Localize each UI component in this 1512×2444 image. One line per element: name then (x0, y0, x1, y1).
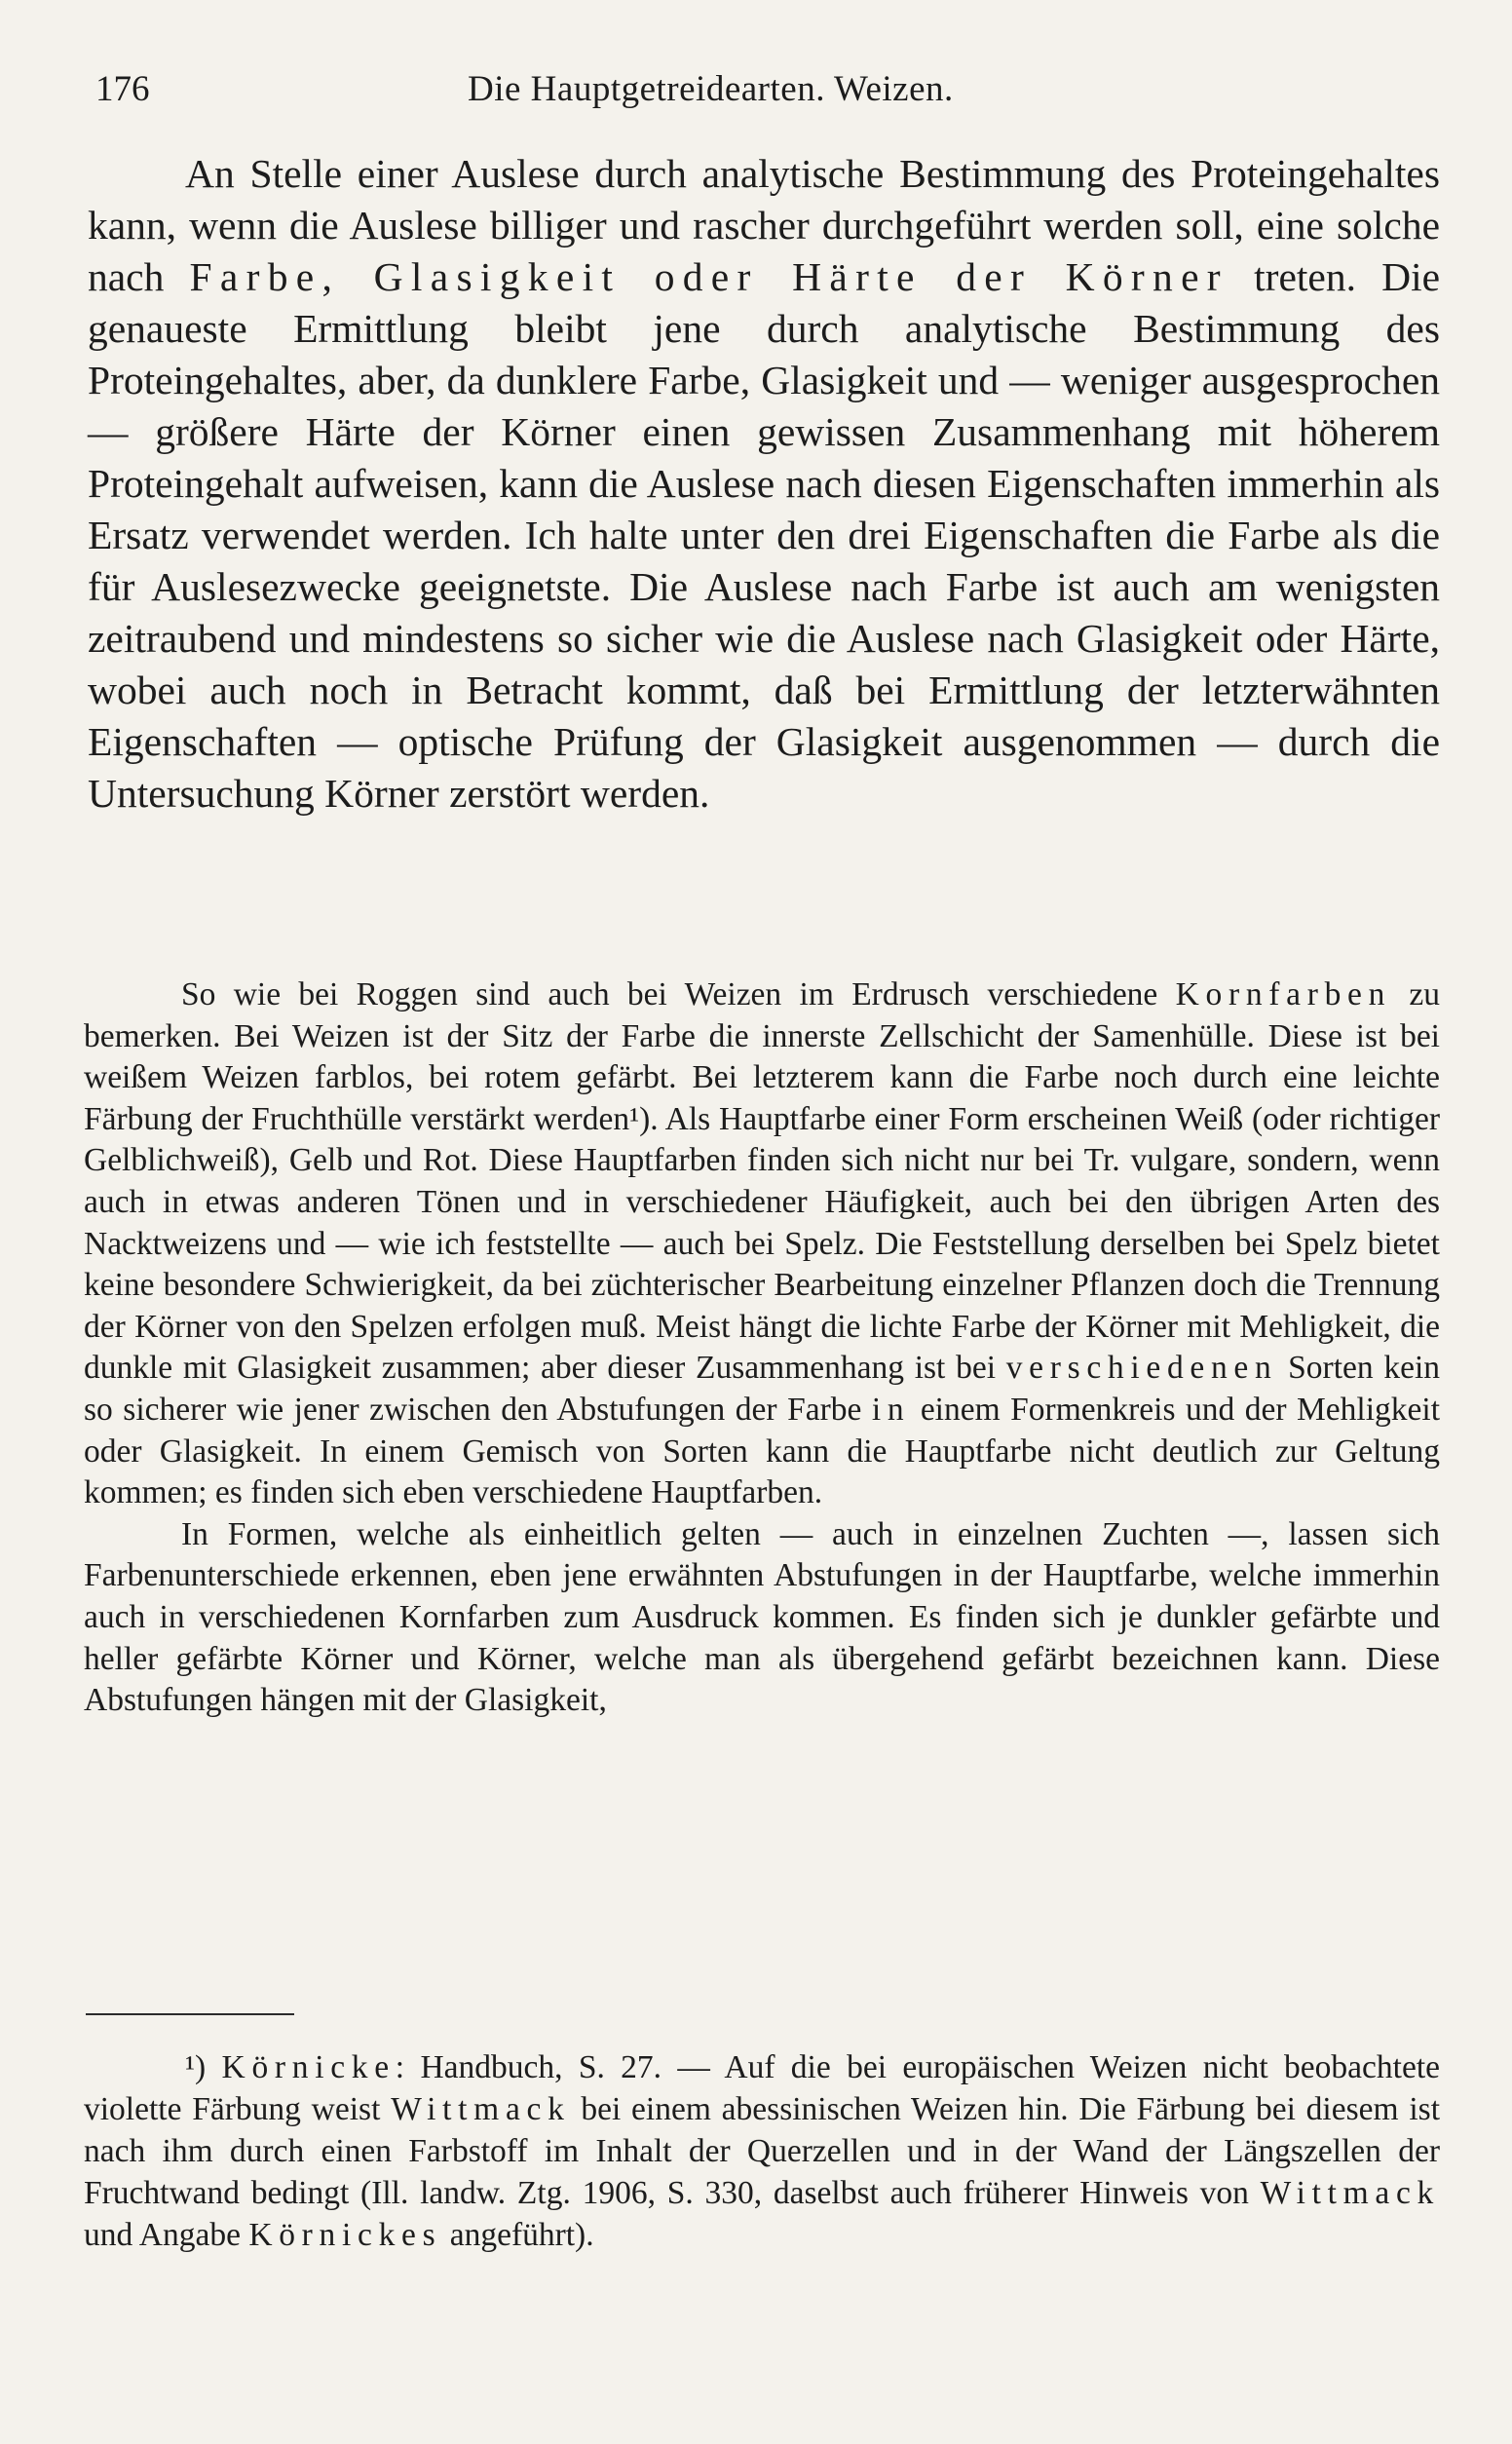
main-text (88, 148, 1440, 820)
paragraph-2 (84, 974, 1440, 1514)
paragraph-2-text-e: einem Formenkreis und der Mehligkeit oder Glasigkeit. In einem Gemisch von Sorten kann die Hauptfarbe nicht deutlich zur Geltung kommen; es finden sich eben verschiedene Hauptfarben. (84, 1391, 1440, 1511)
paragraph-2-text-d: Sorten kein so sicherer wie jener zwischen den Abstufungen der Farbe (84, 1350, 1441, 1428)
footnote-text-b: bei einem abessinischen Weizen hin. Die Färbung bei diesem ist nach ihm durch einen Farbstoff im Inhalt der Querzellen und in der Wand der Längszellen der Fruchtwand bedingt (Ill. landw. Ztg. 1906, S. 330, daselbst auch früherer Hinweis von (84, 2091, 1440, 2211)
footnote-author-wittmack: Wittmack (391, 2091, 571, 2127)
footnote-text-c: und Angabe (84, 2217, 241, 2253)
footnote-reference: ¹) (629, 1100, 651, 1137)
paragraph-2-spaced-verschiedenen: verschiedenen (1005, 1350, 1278, 1387)
paragraph-2-text-a: So wie bei Roggen sind auch bei Weizen im Erdrusch verschiedene (181, 976, 1158, 1012)
footnote-divider (86, 2013, 294, 2015)
footnote-text-d: angeführt). (449, 2217, 594, 2253)
footnote-author-koernickes: Körnickes (248, 2217, 442, 2253)
paragraph-2-text-b: zu bemerken. Bei Weizen ist der Sitz der Farbe die innerste Zellschicht der Samenhülle. Diese ist bei weißem Weizen farblos, bei rotem gefärbt. Bei letzterem kann die Farbe noch durch eine leichte Färbung der Fruchthülle verstärkt werden (84, 976, 1440, 1137)
footnote-author-wittmack-2: Wittmack (1260, 2175, 1440, 2211)
paragraph-1 (88, 148, 1440, 820)
footnote-text-a: : Handbuch, S. 27. — Auf die bei europäischen Weizen nicht beobachtete violette Färbung weist (84, 2049, 1441, 2127)
paragraph-1-text-b: treten. Die genaueste Ermittlung bleibt jene durch analytische Bestimmung des Proteingehaltes, aber, da dunklere Farbe, Glasigkeit und — weniger ausgesprochen — größere Härte der Körner einen gewissen Zusammenhang mit höherem Proteingehalt aufweisen, kann die Auslese nach diesen Eigenschaften immerhin als Ersatz verwendet werden. Ich halte unter den drei Eigenschaften die Farbe als die für Auslesezwecke geeignetste. Die Auslese nach Farbe ist auch am wenigsten zeitraubend und mindestens so sicher wie die Auslese nach Glasigkeit oder Härte, wobei auch noch in Betracht kommt, daß bei Ermittlung der letzterwähnten Eigenschaften — optische Prüfung der Glasigkeit ausgenommen — durch die Untersuchung Körner zerstört werden. (88, 254, 1441, 816)
footnote-paragraph (84, 2046, 1440, 2256)
paragraph-2-text-c: . Als Hauptfarbe einer Form erscheinen Weiß (oder richtiger Gelblichweiß), Gelb und Rot. Diese Hauptfarben finden sich nicht nur bei Tr. vulgare, sondern, wenn auch in etwas anderen Tönen und in verschiedener Häufigkeit, auch bei den übrigen Arten des Nacktweizens und — wie ich feststellte — auch bei Spelz. Die Feststellung derselben bei Spelz bietet keine besondere Schwierigkeit, da bei züchterischer Bearbeitung einzelner Pflanzen doch die Trennung der Körner von den Spelzen erfolgen muß. Meist hängt die lichte Farbe der Körner mit Mehligkeit, die dunkle mit Glasigkeit zusammen; aber dieser Zusammenhang ist bei (84, 1100, 1440, 1387)
footnote-author-koernicke: Körnicke (221, 2049, 396, 2085)
small-print-section (84, 974, 1440, 1722)
paragraph-3 (84, 1514, 1440, 1722)
footnote-marker: ¹) (185, 2049, 207, 2085)
page-number: 176 (95, 69, 150, 109)
paragraph-2-spaced-kornfarben: Kornfarben (1175, 976, 1392, 1012)
running-title: Die Hauptgetreidearten. Weizen. (468, 69, 954, 109)
paragraph-2-spaced-in: in (871, 1391, 911, 1428)
paragraph-3-text: In Formen, welche als einheitlich gelten — auch in einzelnen Zuchten —, lassen sich Farbenunterschiede erkennen, eben jene erwähnten Abstufungen in der Hauptfarbe, welche immerhin auch in verschiedenen Kornfarben zum Ausdruck kommen. Es finden sich je dunkler gefärbte und heller gefärbte Körner und Körner, welche man als übergehend gefärbt bezeichnen kann. Diese Abstufungen hängen mit der Glasigkeit, (84, 1515, 1440, 1719)
paragraph-1-text-a: An Stelle einer Auslese durch analytische Bestimmung des Proteingehaltes kann, wenn die Auslese billiger und rascher durchgeführt werden soll, eine solche nach (88, 151, 1440, 299)
page-header (95, 60, 1436, 119)
paragraph-1-spaced-terms: Farbe, Glasigkeit oder Härte der Körner (189, 254, 1228, 299)
footnote (84, 2046, 1440, 2256)
